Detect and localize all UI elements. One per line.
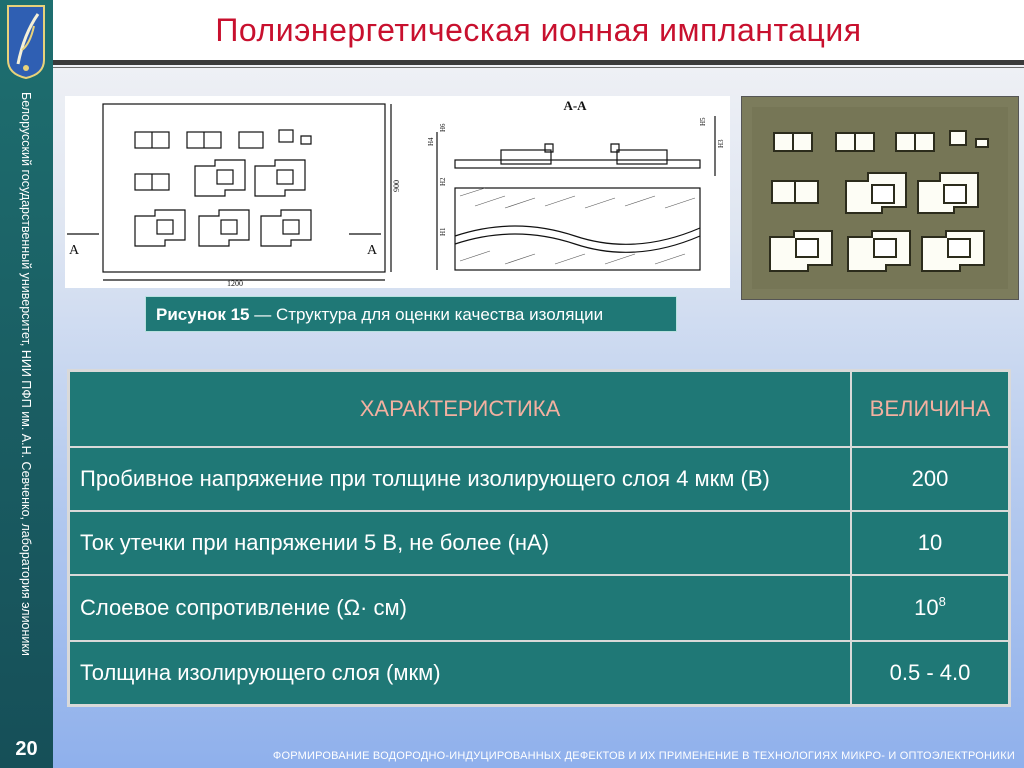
- right-section-mark: А: [367, 243, 378, 258]
- header-value: ВЕЛИЧИНА: [852, 372, 1008, 446]
- table-row: [70, 448, 1008, 510]
- figure-caption: [145, 296, 677, 332]
- footer-text: ФОРМИРОВАНИЕ ВОДОРОДНО-ИНДУЦИРОВАННЫХ ДЕФЕКТОВ И ИХ ПРИМЕНЕНИЕ В ТЕХНОЛОГИЯХ МИКРО- И ОПТОЭЛЕКТРОНИКИ: [272, 750, 1015, 762]
- dim-h1: H1: [439, 227, 447, 236]
- height-dimension: 900: [392, 180, 401, 192]
- table-row: [70, 512, 1008, 574]
- structure-photo: [741, 96, 1019, 300]
- page-number: 20: [15, 738, 38, 760]
- row-value: 0.5 - 4.0: [852, 642, 1008, 704]
- header-characteristic: ХАРАКТЕРИСТИКА: [70, 372, 850, 446]
- title-divider: [53, 60, 1024, 65]
- dim-h3: H3: [717, 139, 725, 148]
- width-dimension: 1200: [227, 279, 243, 288]
- dim-h5: H5: [699, 117, 707, 126]
- characteristics-table: [67, 369, 1011, 707]
- row-value-exponent: 8: [938, 594, 946, 610]
- table-row: [70, 576, 1008, 640]
- title-divider-thin: [53, 67, 1024, 68]
- row-value-base: 10: [914, 595, 939, 621]
- page-title: Полиэнергетическая ионная имплантация: [215, 12, 862, 48]
- table-row: [70, 642, 1008, 704]
- dim-h2: H2: [439, 177, 447, 186]
- row-label: Слоевое сопротивление (Ω· см): [70, 576, 850, 640]
- row-value: [852, 576, 1008, 640]
- section-label: А-А: [563, 98, 587, 113]
- row-value: 10: [852, 512, 1008, 574]
- row-label: Пробивное напряжение при толщине изолирующего слоя 4 мкм (В): [70, 448, 850, 510]
- figure-caption-text: — Структура для оценки качества изоляции: [249, 305, 604, 324]
- structure-drawing-svg: [65, 96, 730, 288]
- table-header-row: [70, 372, 1008, 446]
- structure-drawing: [65, 96, 730, 288]
- row-value: 200: [852, 448, 1008, 510]
- left-section-mark: А: [69, 243, 80, 258]
- structure-photo-svg: [742, 97, 1018, 299]
- figure-caption-prefix: Рисунок 15: [156, 305, 250, 324]
- dim-h6: H6: [439, 123, 447, 132]
- university-emblem-icon: [4, 4, 48, 80]
- institution-vertical-text: Белорусский государственный университет, НИИ ПФП им. А.Н. Севченко, лаборатория элионики: [19, 92, 33, 656]
- left-sidebar: [0, 0, 53, 768]
- row-label: Ток утечки при напряжении 5 В, не более (нА): [70, 512, 850, 574]
- dim-h4: H4: [427, 137, 435, 146]
- row-label: Толщина изолирующего слоя (мкм): [70, 642, 850, 704]
